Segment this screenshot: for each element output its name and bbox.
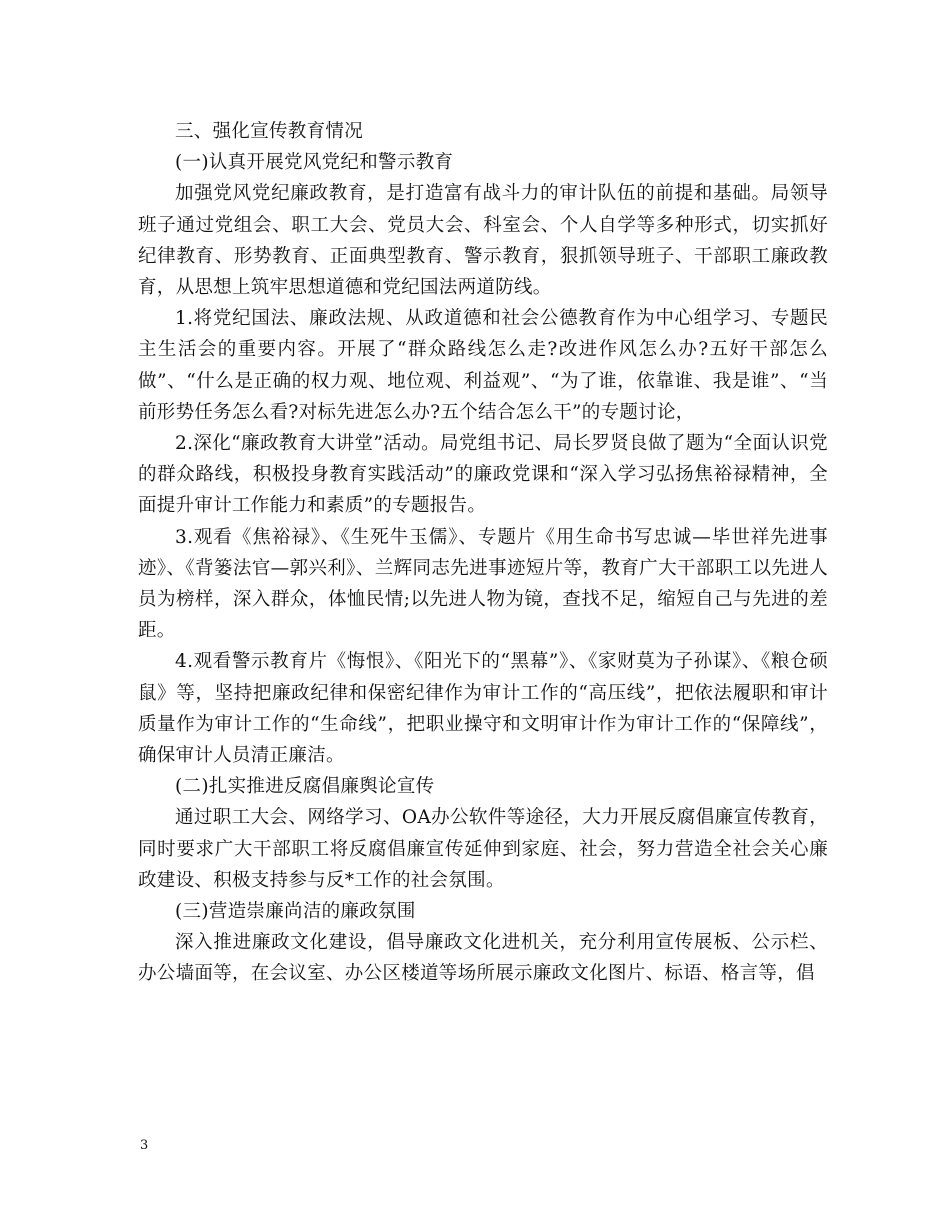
body-paragraph: 4.观看警示教育片《悔恨》、《阳光下的“黑幕”》、《家财莫为子孙谋》、《粮仓硕鼠》等，坚持把廉政纪律和保密纪律作为审计工作的“高压线”，把依法履职和审计质量作为审计工作的“生命线”，把职业操守和文明审计作为审计工作的“保障线”，确保审计人员清正廉洁。 <box>138 651 828 767</box>
body-paragraph: 加强党风党纪廉政教育，是打造富有战斗力的审计队伍的前提和基础。局领导班子通过党组会、职工大会、党员大会、科室会、个人自学等多种形式，切实抓好纪律教育、形势教育、正面典型教育、警示教育，狠抓领导班子、干部职工廉政教育，从思想上筑牢思想道德和党纪国法两道防线。 <box>138 183 828 299</box>
body-paragraph: 通过职工大会、网络学习、OA办公软件等途径，大力开展反腐倡廉宣传教育，同时要求广大干部职工将反腐倡廉宣传延伸到家庭、社会，努力营造全社会关心廉政建设、积极支持参与反*工作的社会氛围。 <box>138 807 828 891</box>
subsection-heading: (一)认真开展党风党纪和警示教育 <box>175 152 454 174</box>
body-paragraph: 1.将党纪国法、廉政法规、从政道德和社会公德教育作为中心组学习、专题民主生活会的重要内容。开展了“群众路线怎么走?改进作风怎么办?五好干部怎么做”、“什么是正确的权力观、地位观、利益观”、“为了谁，依靠谁、我是谁”、“当前形势任务怎么看?对标先进怎么办?五个结合怎么干”的专题讨论， <box>138 308 828 423</box>
subsection-heading: (三)营造崇廉尚洁的廉政氛围 <box>175 901 416 923</box>
body-paragraph: 2.深化“廉政教育大讲堂”活动。局党组书记、局长罗贤良做了题为“全面认识党的群众路线，积极投身教育实践活动”的廉政党课和“深入学习弘扬焦裕禄精神，全面提升审计工作能力和素质”的专题报告。 <box>138 433 828 517</box>
body-paragraph: 深入推进廉政文化建设，倡导廉政文化进机关，充分利用宣传展板、公示栏、办公墙面等，在会议室、办公区楼道等场所展示廉政文化图片、标语、格言等，倡 <box>138 932 828 985</box>
body-paragraph: 3.观看《焦裕禄》、《生死牛玉儒》、专题片《用生命书写忠诚—毕世祥先进事迹》、《背篓法官—郭兴利》、兰辉同志先进事迹短片等，教育广大干部职工以先进人员为榜样，深入群众，体恤民情;以先进人物为镜，查找不足，缩短自己与先进的差距。 <box>138 526 828 642</box>
section-heading: 三、强化宣传教育情况 <box>175 121 364 142</box>
document-body <box>138 116 828 990</box>
page-number: 3 <box>140 1138 149 1153</box>
subsection-heading: (二)扎实推进反腐倡廉舆论宣传 <box>175 776 435 798</box>
